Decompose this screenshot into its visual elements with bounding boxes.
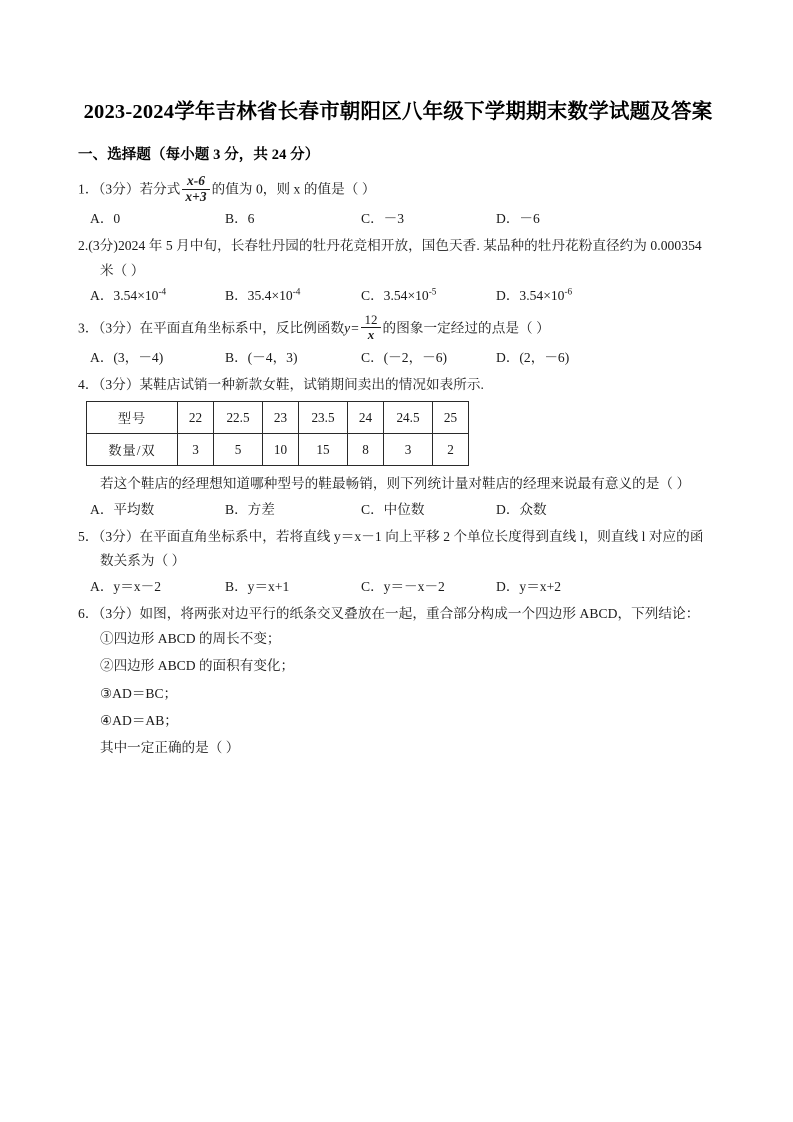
size-cell: 23 [263,402,299,434]
quantity-cell: 5 [214,434,263,466]
quantity-cell: 2 [433,434,469,466]
option-a-exponent: -4 [158,286,167,297]
question-6 [78,604,718,759]
option-b[interactable]: B．y＝x+1 [225,579,290,595]
option-c[interactable]: C．y＝－x－2 [361,579,445,595]
option-c[interactable]: C．中位数 [361,501,425,517]
question-3-options [78,348,718,368]
fraction-numerator: x-6 [182,174,209,189]
question-2 [78,236,718,306]
question-5-options [78,577,718,597]
question-1-fraction [182,174,209,204]
question-1-stem-post: 的值为 0，则 x 的值是（ ） [211,181,376,197]
option-d[interactable]: D．(2，－6) [496,349,570,365]
option-a[interactable]: A．$3.54\times 10^{-4}$ [90,286,167,304]
size-cell: 23.5 [299,402,348,434]
question-5 [78,527,718,597]
question-4-stem: 4．（3分）某鞋店试销一种新款女鞋，试销期间卖出的情况如表所示. [78,376,485,392]
option-b[interactable]: B．6 [225,211,255,227]
option-b[interactable]: B．(－4，3) [225,349,298,365]
question-3-stem [78,313,718,342]
option-b[interactable]: B．$35.4\times 10^{-4}$ [225,286,301,304]
row-label-size: 型号 [87,402,178,434]
shoe-sales-table-wrapper [78,401,718,466]
option-c[interactable]: C．$3.54\times 10^{-5}$ [361,286,437,304]
question-4 [78,375,718,520]
quantity-cell: 3 [178,434,214,466]
question-3-fraction [361,313,380,342]
question-5-line-2: 数关系为（ ） [100,553,186,569]
question-6-item-2: ②四边形 ABCD 的面积有变化； [100,658,295,674]
question-2-options [78,286,718,306]
option-c[interactable]: C．(－2，－6) [361,349,448,365]
option-d-exponent: -6 [564,286,573,297]
question-1-stem [78,174,718,204]
fraction-denominator: x+3 [185,188,207,204]
option-c-exponent: -5 [428,286,437,297]
option-b-exponent: -4 [292,286,301,297]
question-3-stem-pre: 3．（3分）在平面直角坐标系中，反比例函数 [78,320,345,336]
document-content [78,96,718,766]
option-a[interactable]: A．(3，－4) [90,349,164,365]
question-6-item-4: ④AD＝AB； [100,712,178,728]
option-c[interactable]: C．－3 [361,211,405,227]
option-a[interactable]: A．平均数 [90,501,155,517]
question-4-follow-up: 若这个鞋店的经理想知道哪种型号的鞋最畅销，则下列统计量对鞋店的经理来说最有意义的是（ ） [100,476,691,492]
size-cell: 24.5 [384,402,433,434]
row-label-quantity: 数量/双 [87,434,178,466]
question-6-stem: 6．（3分）如图，将两张对边平行的纸条交叉叠放在一起，重合部分构成一个四边形 ABCD，下列结论： [78,606,700,622]
fraction-numerator: 12 [361,313,380,328]
fraction-denominator: x [367,327,375,343]
question-3-stem-post: 的图象一定经过的点是（ ） [382,320,550,336]
question-5-line-1: 5．（3分）在平面直角坐标系中，若将直线 y＝x－1 向上平移 2 个单位长度得到直线 l，则直线 l 对应的函 [78,528,704,544]
size-cell: 22 [178,402,214,434]
quantity-cell: 3 [384,434,433,466]
question-6-closing: 其中一定正确的是（ ） [100,740,240,756]
quantity-cell: 8 [348,434,384,466]
option-d[interactable]: D．众数 [496,501,547,517]
question-4-options [78,500,718,520]
table-row-sizes [87,402,469,434]
question-6-item-1: ①四边形 ABCD 的周长不变； [100,630,281,646]
question-1-stem-pre: 1．（3分）若分式 [78,181,181,197]
option-a[interactable]: A．y＝x－2 [90,579,161,595]
quantity-cell: 15 [299,434,348,466]
option-d[interactable]: D．y＝x+2 [496,579,562,595]
question-2-line-1: 2.(3分)2024 年 5 月中旬，长春牡丹园的牡丹花竞相开放，国色天香. 某品种的牡丹花粉直径约为 0.000354 [78,238,702,254]
function-lhs: y= [344,320,360,336]
table-row-quantities [87,434,469,466]
question-6-item-3: ③AD＝BC； [100,685,178,701]
page-title: 2023-2024学年吉林省长春市朝阳区八年级下学期期末数学试题及答案 [83,101,713,123]
question-1-options [78,209,718,229]
option-b[interactable]: B．方差 [225,501,275,517]
size-cell: 22.5 [214,402,263,434]
quantity-cell: 10 [263,434,299,466]
size-cell: 24 [348,402,384,434]
question-2-line-2: 米（ ） [100,262,145,278]
option-d[interactable]: D．$3.54\times 10^{-6}$ [496,286,573,304]
size-cell: 25 [433,402,469,434]
question-1 [78,174,718,229]
shoe-sales-table [86,401,469,466]
question-3 [78,313,718,367]
option-d[interactable]: D．－6 [496,211,540,227]
section-header-choice: 一、选择题（每小题 3 分，共 24 分） [78,147,320,164]
option-a[interactable]: A．0 [90,211,121,227]
